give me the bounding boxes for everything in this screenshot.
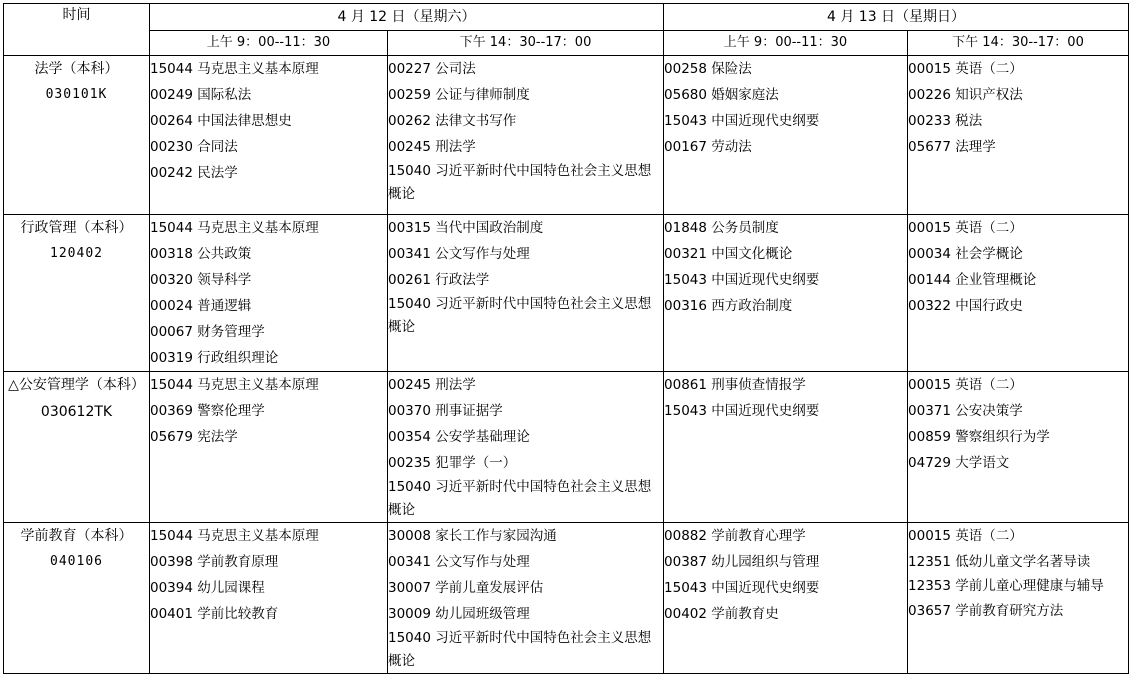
course-list xyxy=(388,215,663,339)
course-item: 00322 中国行政史 xyxy=(908,298,1023,314)
course-item: 00859 警察组织行为学 xyxy=(908,429,1050,445)
course-cell xyxy=(388,215,664,372)
course-item: 00227 公司法 xyxy=(388,61,476,77)
course-item: 00261 行政法学 xyxy=(388,272,490,288)
course-cell xyxy=(150,56,388,215)
header-day-2-date: 4 月 13 日（星期日） xyxy=(664,4,1129,31)
major-cell xyxy=(4,56,150,215)
course-cell xyxy=(664,56,908,215)
course-item: 00245 刑法学 xyxy=(388,377,476,393)
course-cell xyxy=(150,372,388,523)
course-list xyxy=(150,372,387,450)
course-item: 00144 企业管理概论 xyxy=(908,272,1037,288)
course-item: 30009 幼儿园班级管理 xyxy=(388,606,530,622)
major-code: 030101K xyxy=(45,86,108,102)
course-item: 00067 财务管理学 xyxy=(150,324,265,340)
table-row xyxy=(4,372,1129,523)
exam-schedule-table xyxy=(3,3,1129,674)
course-item: 03657 学前教育研究方法 xyxy=(908,603,1064,619)
course-item: 00398 学前教育原理 xyxy=(150,554,279,570)
course-item: 00861 刑事侦查情报学 xyxy=(664,377,806,393)
course-item: 15040 习近平新时代中国特色社会主义思想概论 xyxy=(388,163,652,202)
major-name: △公安管理学（本科）030612TK xyxy=(8,377,145,420)
course-item: 15043 中国近现代史纲要 xyxy=(664,113,820,129)
header-day-1-session-morning: 上午 9：00--11：30 xyxy=(150,31,388,56)
course-item: 00387 幼儿园组织与管理 xyxy=(664,554,820,570)
course-cell xyxy=(664,372,908,523)
major-code: 120402 xyxy=(50,245,103,261)
course-item: 00230 合同法 xyxy=(150,139,238,155)
major-cell xyxy=(4,372,150,523)
course-item: 00882 学前教育心理学 xyxy=(664,528,806,544)
course-item: 00370 刑事证据学 xyxy=(388,403,503,419)
course-item: 00354 公安学基础理论 xyxy=(388,429,530,445)
course-item: 15044 马克思主义基本原理 xyxy=(150,377,319,393)
course-item: 00034 社会学概论 xyxy=(908,246,1023,262)
course-item: 00320 领导科学 xyxy=(150,272,252,288)
course-item: 00226 知识产权法 xyxy=(908,87,1023,103)
header-day-2-session-morning: 上午 9：00--11：30 xyxy=(664,31,908,56)
course-item: 00321 中国文化概论 xyxy=(664,246,793,262)
course-item: 00264 中国法律思想史 xyxy=(150,113,292,129)
course-cell xyxy=(388,523,664,674)
course-list xyxy=(664,215,907,319)
course-item: 05680 婚姻家庭法 xyxy=(664,87,779,103)
course-cell xyxy=(664,215,908,372)
major-name: 学前教育（本科） xyxy=(20,528,133,544)
course-list xyxy=(908,523,1128,624)
course-item: 00369 警察伦理学 xyxy=(150,403,265,419)
course-item: 00167 劳动法 xyxy=(664,139,752,155)
course-item: 00249 国际私法 xyxy=(150,87,252,103)
header-time-label: 时间 xyxy=(4,4,150,56)
course-item: 00015 英语（二） xyxy=(908,220,1023,236)
course-item: 05679 宪法学 xyxy=(150,429,238,445)
course-item: 15043 中国近现代史纲要 xyxy=(664,580,820,596)
course-item: 15044 马克思主义基本原理 xyxy=(150,528,319,544)
course-cell xyxy=(150,215,388,372)
course-list xyxy=(664,372,907,424)
course-item: 15044 马克思主义基本原理 xyxy=(150,61,319,77)
course-item: 00015 英语（二） xyxy=(908,377,1023,393)
major-code: 040106 xyxy=(50,553,103,569)
course-list xyxy=(908,56,1128,160)
course-item: 15043 中国近现代史纲要 xyxy=(664,403,820,419)
course-item: 00233 税法 xyxy=(908,113,983,129)
course-item: 00341 公文写作与处理 xyxy=(388,554,530,570)
course-item: 00245 刑法学 xyxy=(388,139,476,155)
course-item: 30007 学前儿童发展评估 xyxy=(388,580,544,596)
course-item: 04729 大学语文 xyxy=(908,455,1010,471)
course-list xyxy=(664,523,907,627)
course-list xyxy=(388,372,663,522)
exam-schedule-sheet xyxy=(0,3,1131,669)
course-item: 00024 普通逻辑 xyxy=(150,298,252,314)
course-item: 15040 习近平新时代中国特色社会主义思想概论 xyxy=(388,296,652,335)
course-list xyxy=(908,215,1128,319)
course-list xyxy=(388,56,663,206)
course-cell xyxy=(908,215,1129,372)
course-item: 00235 犯罪学（一） xyxy=(388,455,517,471)
course-item: 05677 法理学 xyxy=(908,139,996,155)
table-body xyxy=(4,56,1129,674)
header-day-1-session-afternoon: 下午 14：30--17：00 xyxy=(388,31,664,56)
major-name: 法学（本科） xyxy=(34,61,119,77)
course-cell xyxy=(908,372,1129,523)
course-cell xyxy=(664,523,908,674)
course-list xyxy=(388,523,663,673)
header-date-row xyxy=(4,4,1129,31)
course-item: 00319 行政组织理论 xyxy=(150,350,279,366)
course-item: 00394 幼儿园课程 xyxy=(150,580,265,596)
course-item: 01848 公务员制度 xyxy=(664,220,779,236)
table-row xyxy=(4,215,1129,372)
course-item: 00371 公安决策学 xyxy=(908,403,1023,419)
course-item: 15040 习近平新时代中国特色社会主义思想概论 xyxy=(388,630,652,669)
course-item: 00318 公共政策 xyxy=(150,246,252,262)
course-list xyxy=(150,523,387,627)
course-item: 00262 法律文书写作 xyxy=(388,113,517,129)
course-item: 12353 学前儿童心理健康与辅导 xyxy=(908,578,1104,594)
course-list xyxy=(908,372,1128,476)
course-item: 00401 学前比较教育 xyxy=(150,606,279,622)
course-item: 00316 西方政治制度 xyxy=(664,298,793,314)
major-cell xyxy=(4,215,150,372)
course-list xyxy=(664,56,907,160)
course-list xyxy=(150,215,387,371)
table-row xyxy=(4,523,1129,674)
table-header xyxy=(4,4,1129,56)
course-item: 00402 学前教育史 xyxy=(664,606,779,622)
table-row xyxy=(4,56,1129,215)
course-item: 00341 公文写作与处理 xyxy=(388,246,530,262)
course-cell xyxy=(908,523,1129,674)
course-item: 00258 保险法 xyxy=(664,61,752,77)
course-item: 00015 英语（二） xyxy=(908,61,1023,77)
course-item: 00315 当代中国政治制度 xyxy=(388,220,544,236)
course-item: 00259 公证与律师制度 xyxy=(388,87,530,103)
course-item: 00242 民法学 xyxy=(150,165,238,181)
course-item: 12351 低幼儿童文学名著导读 xyxy=(908,554,1091,570)
course-cell xyxy=(150,523,388,674)
course-cell xyxy=(388,56,664,215)
header-session-row xyxy=(4,31,1129,56)
course-cell xyxy=(388,372,664,523)
course-item: 15040 习近平新时代中国特色社会主义思想概论 xyxy=(388,479,652,518)
major-cell xyxy=(4,523,150,674)
course-list xyxy=(150,56,387,186)
course-item: 15043 中国近现代史纲要 xyxy=(664,272,820,288)
course-cell xyxy=(908,56,1129,215)
course-item: 00015 英语（二） xyxy=(908,528,1023,544)
header-day-2-session-afternoon: 下午 14：30--17：00 xyxy=(908,31,1129,56)
course-item: 30008 家长工作与家园沟通 xyxy=(388,528,557,544)
course-item: 15044 马克思主义基本原理 xyxy=(150,220,319,236)
header-day-1-date: 4 月 12 日（星期六） xyxy=(150,4,664,31)
major-name: 行政管理（本科） xyxy=(20,220,133,236)
